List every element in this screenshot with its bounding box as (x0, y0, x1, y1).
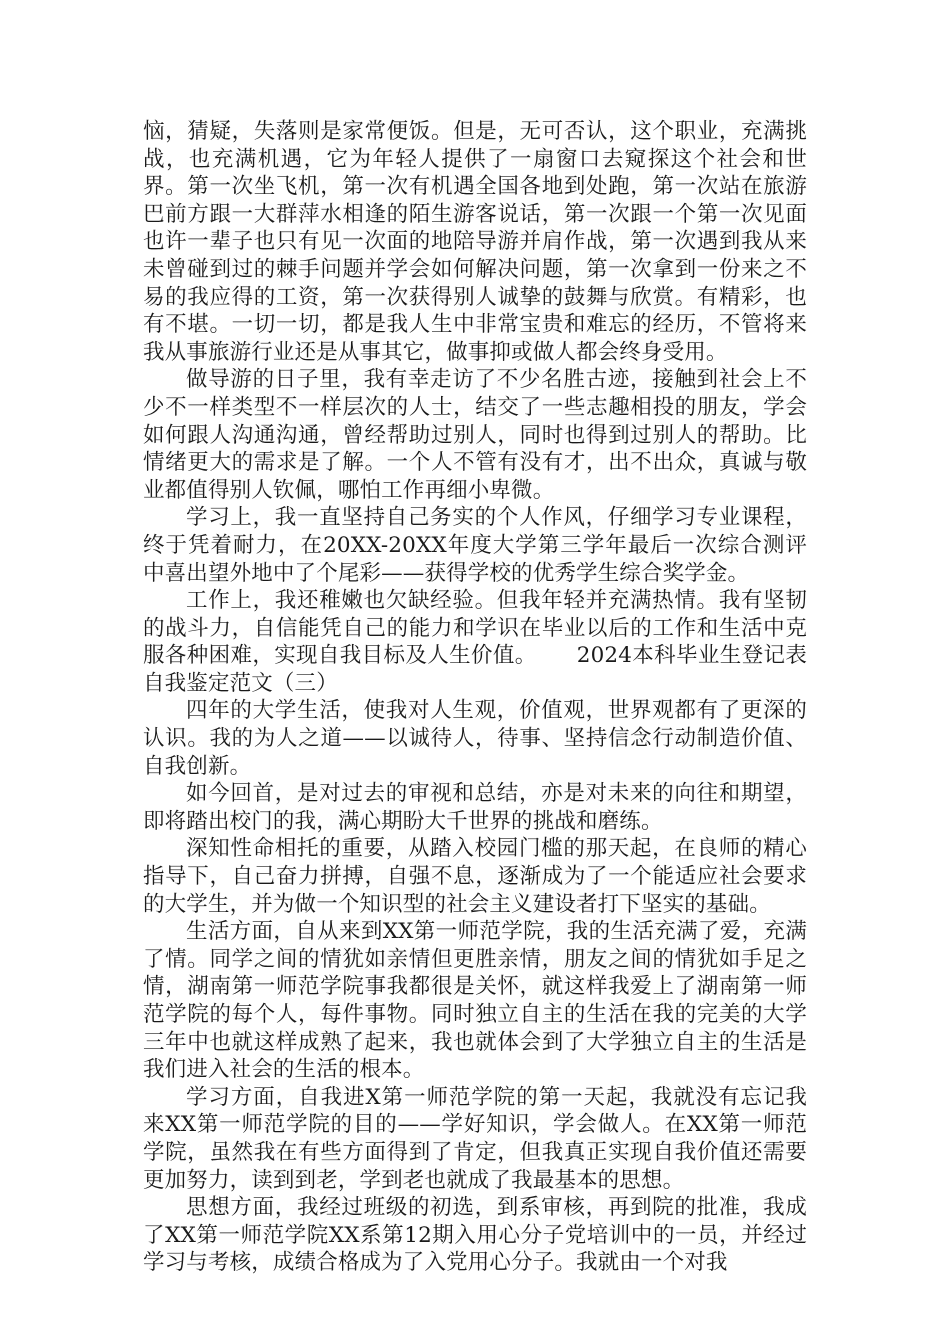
paragraph-looking-back: 如今回首，是对过去的审视和总结，亦是对未来的向往和期望，即将踏出校门的我，满心期盼大千世界的挑战和磨练。 (143, 781, 807, 834)
paragraph-study-aspect: 学习方面，自我进X第一师范学院的第一天起，我就没有忘记我来XX第一师范学院的目的——学好知识，学会做人。在XX第一师范学院，虽然我在有些方面得到了肯定，但我真正实现自我价值还需要更加努力，读到到老，学到老也就成了我最基本的思想。 (143, 1084, 807, 1193)
paragraph-study: 学习上，我一直坚持自己务实的个人作风，仔细学习专业课程，终于凭着耐力，在20XX-20XX年度大学第三学年最后一次综合测评中喜出望外地中了个尾彩——获得学校的优秀学生综合奖学金。 (143, 505, 807, 586)
paragraph-work: 工作上，我还稚嫩也欠缺经验。但我年轻并充满热情。我有坚韧的战斗力，自信能凭自己的能力和学识在毕业以后的工作和生活中克服各种困难，实现自我目标及人生价值。 2024本科毕业生登记表自我鉴定范文（三） (143, 588, 807, 696)
document-body (143, 118, 807, 1277)
paragraph-tour-guide-days: 做导游的日子里，我有幸走访了不少名胜古迹，接触到社会上不少不一样类型不一样层次的人士，结交了一些志趣相投的朋友，学会如何跟人沟通沟通，曾经帮助过别人，同时也得到过别人的帮助。比情绪更大的需求是了解。一个人不管有没有才，出不出众，真诚与敬业都值得别人钦佩，哪怕工作再细小卑微。 (143, 367, 807, 503)
paragraph-thought-aspect: 思想方面，我经过班级的初选，到系审核，再到院的批准，我成了XX第一师范学院XX系第12期入用心分子党培训中的一员，并经过学习与考核，成绩合格成为了入党用心分子。我就由一个对我 (143, 1195, 807, 1276)
paragraph-life-aspect: 生活方面，自从来到XX第一师范学院，我的生活充满了爱，充满了情。同学之间的情犹如亲情但更胜亲情，朋友之间的情犹如手足之情，湖南第一师范学院事我都很是关怀，就这样我爱上了湖南第一师范学院的每个人，每件事物。同时独立自主的生活在我的完美的大学三年中也就这样成熟了起来，我也就体会到了大学独立自主的生活是我们进入社会的生活的根本。 (143, 919, 807, 1083)
paragraph-four-years: 四年的大学生活，使我对人生观，价值观，世界观都有了更深的认识。我的为人之道——以诚待人，待事、坚持信念行动制造价值、自我创新。 (143, 698, 807, 779)
paragraph-importance: 深知性命相托的重要，从踏入校园门槛的那天起，在良师的精心指导下，自己奋力拼搏，自强不息，逐渐成为了一个能适应社会要求的大学生，并为做一个知识型的社会主义建设者打下坚实的基础。 (143, 836, 807, 917)
paragraph-continuation: 恼，猜疑，失落则是家常便饭。但是，无可否认，这个职业，充满挑战，也充满机遇，它为年轻人提供了一扇窗口去窥探这个社会和世界。第一次坐飞机，第一次有机遇全国各地到处跑，第一次站在旅游巴前方跟一大群萍水相逢的陌生游客说话，第一次跟一个第一次见面也许一辈子也只有见一次面的地陪导游并肩作战，第一次遇到我从来未曾碰到过的棘手问题并学会如何解决问题，第一次拿到一份来之不易的我应得的工资，第一次获得别人诚挚的鼓舞与欣赏。有精彩，也有不堪。一切一切，都是我人生中非常宝贵和难忘的经历，不管将来我从事旅游行业还是从事其它，做事抑或做人都会终身受用。 (143, 119, 807, 365)
